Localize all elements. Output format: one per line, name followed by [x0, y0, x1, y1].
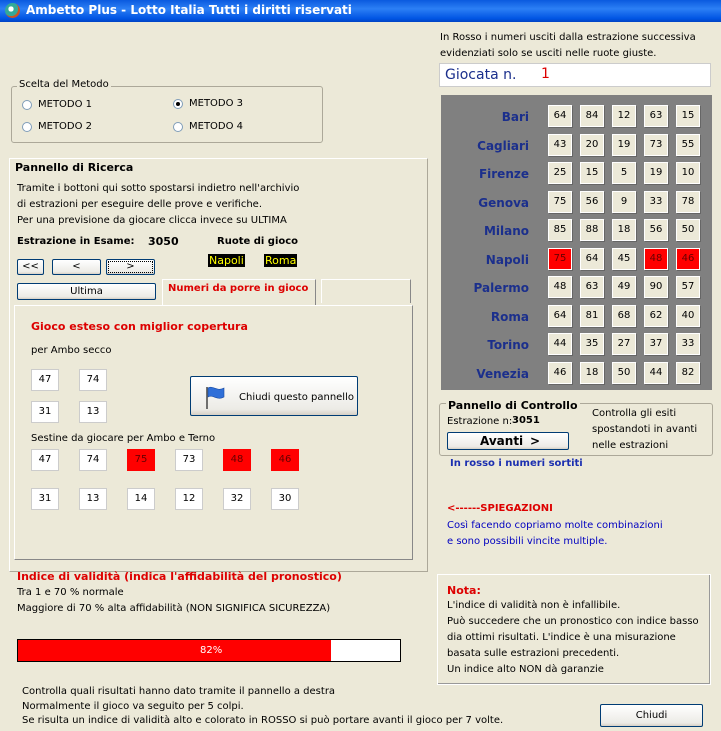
- drawn-number: 48: [644, 248, 668, 270]
- tab-numeri[interactable]: [162, 279, 316, 306]
- drawn-number: 48: [548, 276, 572, 298]
- drawn-number: 20: [580, 134, 604, 156]
- drawn-number: 10: [676, 162, 700, 184]
- drawn-number: 78: [676, 191, 700, 213]
- drawn-number: 18: [580, 362, 604, 384]
- drawn-number: 84: [580, 105, 604, 127]
- radio-circle-selected[interactable]: [173, 99, 183, 109]
- drawn-number: 55: [676, 134, 700, 156]
- wheel-name-roma: Roma: [490, 309, 529, 324]
- game-title: Gioco esteso con miglior copertura: [31, 320, 248, 333]
- close-panel-button[interactable]: [190, 376, 358, 416]
- drawn-number: 64: [548, 105, 572, 127]
- method-4-label: METODO 4: [189, 121, 244, 132]
- info-line-2: evidenziati solo se usciti nelle ruote giuste.: [440, 48, 657, 59]
- drawn-number: 63: [580, 276, 604, 298]
- drawn-number: 33: [676, 333, 700, 355]
- app-icon: [5, 3, 20, 18]
- drawn-number: 27: [612, 333, 636, 355]
- drawn-number: 43: [548, 134, 572, 156]
- exam-value: 3050: [148, 235, 179, 248]
- sestina-number: 14: [127, 488, 155, 510]
- info-line-1: In Rosso i numeri usciti dalla estrazione successiva: [440, 32, 696, 43]
- wheel-name-napoli: Napoli: [485, 252, 529, 267]
- wheel-name-cagliari: Cagliari: [477, 138, 529, 153]
- estr-label: Estrazione n:: [447, 416, 513, 427]
- radio-circle[interactable]: [173, 122, 183, 132]
- control-desc-2: spostandoti in avanti: [592, 424, 698, 435]
- drawn-number: 64: [580, 248, 604, 270]
- drawn-number: 63: [644, 105, 668, 127]
- method-1-label: METODO 1: [38, 99, 93, 110]
- drawn-number: 44: [644, 362, 668, 384]
- drawn-number: 90: [644, 276, 668, 298]
- drawn-number: 15: [580, 162, 604, 184]
- drawn-number: 44: [548, 333, 572, 355]
- sestina-number: 30: [271, 488, 299, 510]
- nota-line-1: L'indice di validità non è infallibile.: [447, 600, 621, 611]
- control-red-note: In rosso i numeri sortiti: [450, 458, 583, 469]
- prev-button[interactable]: <: [52, 259, 101, 275]
- explain-line-2: e sono possibili vincite multiple.: [447, 536, 608, 547]
- control-desc-3: nelle estrazioni: [592, 440, 669, 451]
- footer-line-3: Se risulta un indice di validità alto e colorato in ROSSO si può portare avanti il gioco per 7 volte.: [22, 715, 504, 726]
- search-desc-1: Tramite i bottoni qui sotto spostarsi indietro nell'archivio: [17, 183, 300, 194]
- sestina-number: 47: [31, 449, 59, 471]
- sestina-number: 48: [223, 449, 251, 471]
- first-button[interactable]: <<: [17, 259, 44, 275]
- validity-percent: 82%: [200, 645, 223, 656]
- ruote-label: Ruote di gioco: [217, 236, 299, 247]
- sestina-number: 74: [79, 449, 107, 471]
- drawn-number: 64: [548, 305, 572, 327]
- tab-numeri-label: Numeri da porre in gioco: [168, 283, 309, 294]
- flag-icon: [205, 385, 225, 409]
- method-group-label: Scelta del Metodo: [19, 79, 109, 90]
- drawn-number: 46: [676, 248, 700, 270]
- control-desc-1: Controlla gli esiti: [592, 408, 677, 419]
- drawn-number: 45: [612, 248, 636, 270]
- drawn-number: 88: [580, 219, 604, 241]
- drawn-number: 56: [644, 219, 668, 241]
- drawn-number: 73: [644, 134, 668, 156]
- next-button[interactable]: >: [106, 259, 155, 275]
- drawn-number: 62: [644, 305, 668, 327]
- sestina-number: 75: [127, 449, 155, 471]
- drawn-number: 5: [612, 162, 636, 184]
- drawn-number: 75: [548, 248, 572, 270]
- validity-title: Indice di validità (indica l'affidabilità del pronostico): [17, 570, 342, 583]
- drawn-number: 56: [580, 191, 604, 213]
- validity-line-1: Tra 1 e 70 % normale: [17, 587, 124, 598]
- sestina-number: 32: [223, 488, 251, 510]
- radio-circle[interactable]: [22, 122, 32, 132]
- title-bar[interactable]: [0, 0, 721, 22]
- validity-progress-fill: [18, 640, 331, 661]
- drawn-number: 40: [676, 305, 700, 327]
- giocata-box: [439, 63, 711, 87]
- search-desc-2: di estrazioni per eseguire delle prove e verifiche.: [17, 199, 263, 210]
- validity-line-2: Maggiore di 70 % alta affidabilità (NON SIGNIFICA SICUREZZA): [17, 603, 331, 614]
- avanti-button[interactable]: [447, 432, 569, 450]
- sestina-number: 73: [175, 449, 203, 471]
- drawn-number: 50: [612, 362, 636, 384]
- ambo-number: 31: [31, 401, 59, 423]
- wheel-name-venezia: Venezia: [476, 366, 529, 381]
- ambo-number: 74: [79, 369, 107, 391]
- wheel-name-genova: Genova: [478, 195, 529, 210]
- ambo-number: 13: [79, 401, 107, 423]
- drawn-number: 9: [612, 191, 636, 213]
- giocata-label: Giocata n.: [445, 67, 517, 83]
- ambo-number: 47: [31, 369, 59, 391]
- footer-line-2: Normalmente il gioco va seguito per 5 colpi.: [22, 701, 244, 712]
- tab-blank[interactable]: [321, 279, 411, 303]
- wheel-name-firenze: Firenze: [478, 167, 529, 181]
- exam-label: Estrazione in Esame:: [17, 236, 135, 247]
- sestine-label: Sestine da giocare per Ambo e Terno: [31, 433, 216, 444]
- last-button[interactable]: Ultima: [17, 283, 156, 300]
- nota-line-2: Può succedere che un pronostico con indice basso: [447, 616, 699, 627]
- drawn-number: 19: [644, 162, 668, 184]
- explain-title: <------SPIEGAZIONI: [447, 503, 553, 514]
- wheel-name-milano: Milano: [483, 224, 529, 238]
- ruota-napoli: Napoli: [209, 254, 244, 267]
- close-panel-label: Chiudi questo pannello: [239, 392, 354, 403]
- sestina-number: 31: [31, 488, 59, 510]
- drawn-number: 15: [676, 105, 700, 127]
- wheel-name-palermo: Palermo: [473, 281, 529, 295]
- drawn-number: 25: [548, 162, 572, 184]
- method-3-label: METODO 3: [189, 98, 244, 109]
- wheel-name-bari: Bari: [501, 110, 529, 124]
- drawn-number: 85: [548, 219, 572, 241]
- sestina-number: 13: [79, 488, 107, 510]
- avanti-arrow-icon: >: [530, 434, 541, 448]
- method-group: [11, 86, 323, 143]
- ambo-label: per Ambo secco: [31, 345, 112, 356]
- drawn-number: 49: [612, 276, 636, 298]
- drawn-number: 19: [612, 134, 636, 156]
- explain-line-1: Così facendo copriamo molte combinazioni: [447, 520, 663, 531]
- window-title: Ambetto Plus - Lotto Italia Tutti i diritti riservati: [26, 3, 352, 17]
- drawn-number: 12: [612, 105, 636, 127]
- sestina-number: 12: [175, 488, 203, 510]
- avanti-label: Avanti: [480, 434, 524, 448]
- radio-circle[interactable]: [22, 100, 32, 110]
- sestina-number: 46: [271, 449, 299, 471]
- footer-line-1: Controlla quali risultati hanno dato tramite il pannello a destra: [22, 686, 336, 697]
- drawn-number: 35: [580, 333, 604, 355]
- giocata-value: 1: [541, 66, 550, 82]
- ruota-roma: Roma: [265, 254, 297, 267]
- drawn-number: 33: [644, 191, 668, 213]
- drawn-number: 18: [612, 219, 636, 241]
- search-desc-3: Per una previsione da giocare clicca invece su ULTIMA: [17, 215, 287, 226]
- drawn-number: 57: [676, 276, 700, 298]
- nota-line-5: Un indice alto NON dà garanzie: [447, 664, 604, 675]
- drawn-number: 50: [676, 219, 700, 241]
- drawn-number: 46: [548, 362, 572, 384]
- close-button[interactable]: Chiudi: [600, 704, 703, 727]
- estr-value: 3051: [512, 415, 540, 426]
- drawn-number: 81: [580, 305, 604, 327]
- nota-title: Nota:: [447, 584, 481, 597]
- nota-line-4: basata sulle estrazioni precedenti.: [447, 648, 620, 659]
- wheel-name-torino: Torino: [487, 338, 529, 352]
- drawn-number: 37: [644, 333, 668, 355]
- drawn-number: 75: [548, 191, 572, 213]
- drawn-number: 68: [612, 305, 636, 327]
- control-panel-title: Pannello di Controllo: [448, 399, 578, 412]
- drawn-number: 82: [676, 362, 700, 384]
- method-2-label: METODO 2: [38, 121, 93, 132]
- validity-progress-bar: [17, 639, 401, 662]
- search-panel-title: Pannello di Ricerca: [15, 161, 134, 174]
- nota-line-3: dia ottimi risultati. L'indice è una misurazione: [447, 632, 676, 643]
